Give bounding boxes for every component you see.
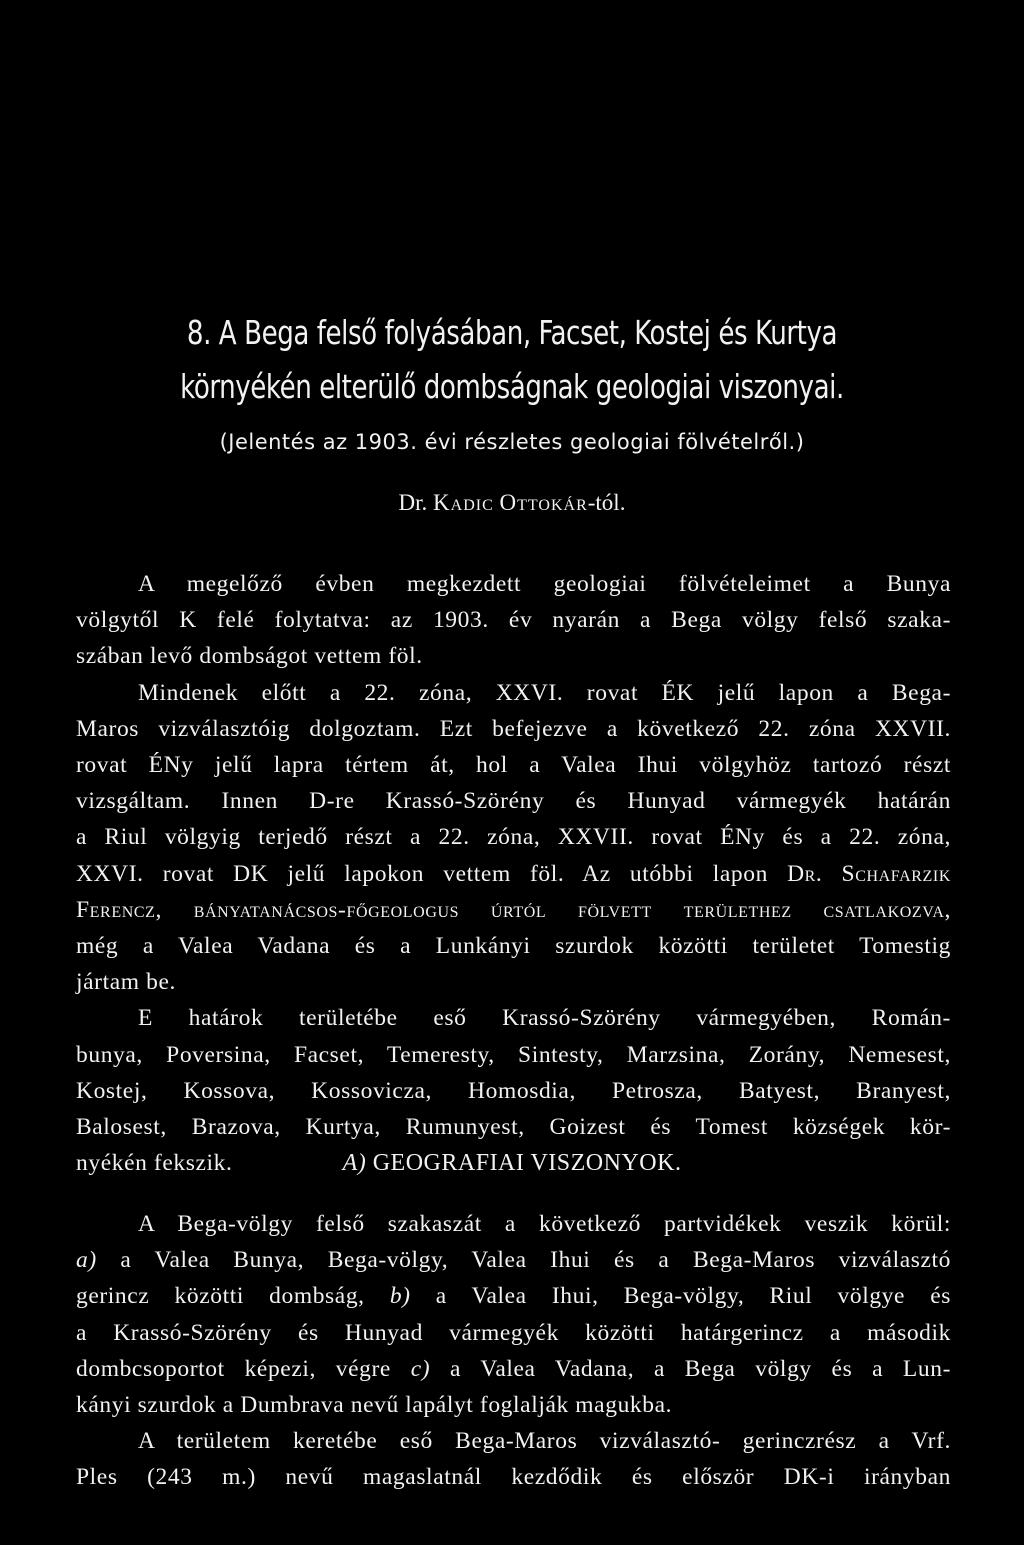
- paragraph-2-line: a Riul völgyig terjedő részt a 22. zóna, XXVII. rovat ÉNy és a 22. zóna,: [76, 824, 951, 851]
- document-title: [114, 306, 910, 414]
- paragraph-2-line: Mindenek előtt a 22. zóna, XXVI. rovat ÉK jelű lapon a Bega-: [138, 679, 951, 706]
- title-line-1: 8. A Bega felső folyásában, Facset, Kostej és Kurtya: [186, 313, 838, 352]
- paragraph-2-line: rovat ÉNy jelű lapra tértem át, hol a Valea Ihui völgyhöz tartozó részt: [76, 752, 951, 779]
- paragraph-4-line: kányi szurdok a Dumbrava nevű lapályt foglalják magukba.: [76, 1392, 673, 1419]
- paragraph-3-line: Kostej, Kossova, Kossovicza, Homosdia, Petrosza, Batyest, Branyest,: [76, 1077, 951, 1104]
- paragraph-4-text: dombcsoportot képezi, végre: [76, 1355, 391, 1382]
- author-name-2: Ottokár: [499, 490, 588, 515]
- paragraph-4-line: a Krassó-Szörény és Hunyad vármegyék közötti határgerincz a második: [76, 1319, 951, 1346]
- paragraph-4-line: [76, 1242, 951, 1278]
- list-mark-b: b): [389, 1283, 411, 1310]
- paragraph-2-line: Maros vizválasztóig dolgoztam. Ezt befejezve a következő 22. zóna XXVII.: [76, 715, 951, 742]
- paragraph-4-text: gerincz közötti dombság,: [76, 1283, 365, 1310]
- section-heading-letter: A): [342, 1150, 367, 1176]
- paragraph-2-line: még a Valea Vadana és a Lunkányi szurdok közötti területet Tomestig: [76, 933, 951, 960]
- section-heading-text: GEOGRAFIAI VISZONYOK.: [372, 1150, 682, 1176]
- paragraph-4-text: a Valea Vadana, a Bega völgy és a Lun-: [450, 1355, 951, 1382]
- paragraph-1-line: szában levő dombságot vettem föl.: [76, 643, 423, 670]
- paragraph-5-line: A területem keretébe eső Bega-Maros vizválasztó- gerinczrész a Vrf.: [138, 1428, 951, 1455]
- paragraph-4-text: a Valea Bunya, Bega-völgy, Valea Ihui és a Bega-Maros vizválasztó: [120, 1247, 951, 1274]
- paragraph-2-line: jártam be.: [76, 969, 176, 996]
- paragraph-3-line: Balosest, Brazova, Kurtya, Rumunyest, Goizest és Tomest községek kör-: [76, 1114, 951, 1141]
- body-text-section-a: [76, 1206, 951, 1496]
- paragraph-4-line: [76, 1278, 951, 1314]
- subtitle: (Jelentés az 1903. évi részletes geologiai fölvételről.): [219, 430, 805, 454]
- paragraph-2-text: XXVI. rovat DK jelű lapokon vettem föl. Az utóbbi lapon: [76, 860, 768, 887]
- title-line-2: környékén elterülő dombságnak geologiai viszonyai.: [180, 367, 844, 406]
- paragraph-5-line: Ples (243 m.) nevű magaslatnál kezdődik és először DK-i irányban: [76, 1464, 951, 1491]
- body-text: [76, 566, 951, 1181]
- paragraph-4-text: a Valea Ihui, Bega-völgy, Riul völgye és: [435, 1283, 951, 1310]
- author-line: [0, 490, 1024, 516]
- paragraph-2-line: vizsgáltam. Innen D-re Krassó-Szörény és Hunyad vármegyék határán: [76, 788, 951, 815]
- paragraph-3-line: nyékén fekszik.: [76, 1150, 233, 1177]
- author-name-1: Kadic: [433, 490, 494, 515]
- section-heading: [0, 1150, 1024, 1177]
- paragraph-1-line: völgytől K felé folytatva: az 1903. év nyarán a Bega völgy felső szaka-: [76, 607, 951, 634]
- paragraph-4-line: [76, 1351, 951, 1387]
- author-suffix: -tól.: [587, 490, 626, 515]
- author-reference-schafarzik: Schafarzik: [841, 860, 951, 887]
- paragraph-1-line: A megelőző évben megkezdett geologiai fölvételeimet a Bunya: [138, 571, 951, 597]
- paragraph-4-line: A Bega-völgy felső szakaszát a következő partvidékek veszik körül:: [138, 1211, 951, 1237]
- list-mark-a: a): [76, 1247, 97, 1274]
- list-mark-c: c): [410, 1355, 431, 1382]
- paragraph-2-line: [76, 892, 951, 928]
- paragraph-2-ferencz: Ferencz, bányatanácsos-főgeologus úrtól fölvett területhez csatlakozva,: [76, 896, 951, 923]
- author-prefix: Dr.: [398, 490, 434, 515]
- author-reference-dr: Dr.: [787, 860, 823, 887]
- paragraph-3-line: bunya, Poversina, Facset, Temeresty, Sintesty, Marzsina, Zorány, Nemesest,: [76, 1041, 951, 1068]
- paragraph-2-line: [76, 856, 951, 892]
- paragraph-3-line: E határok területébe eső Krassó-Szörény vármegyében, Román-: [138, 1005, 951, 1032]
